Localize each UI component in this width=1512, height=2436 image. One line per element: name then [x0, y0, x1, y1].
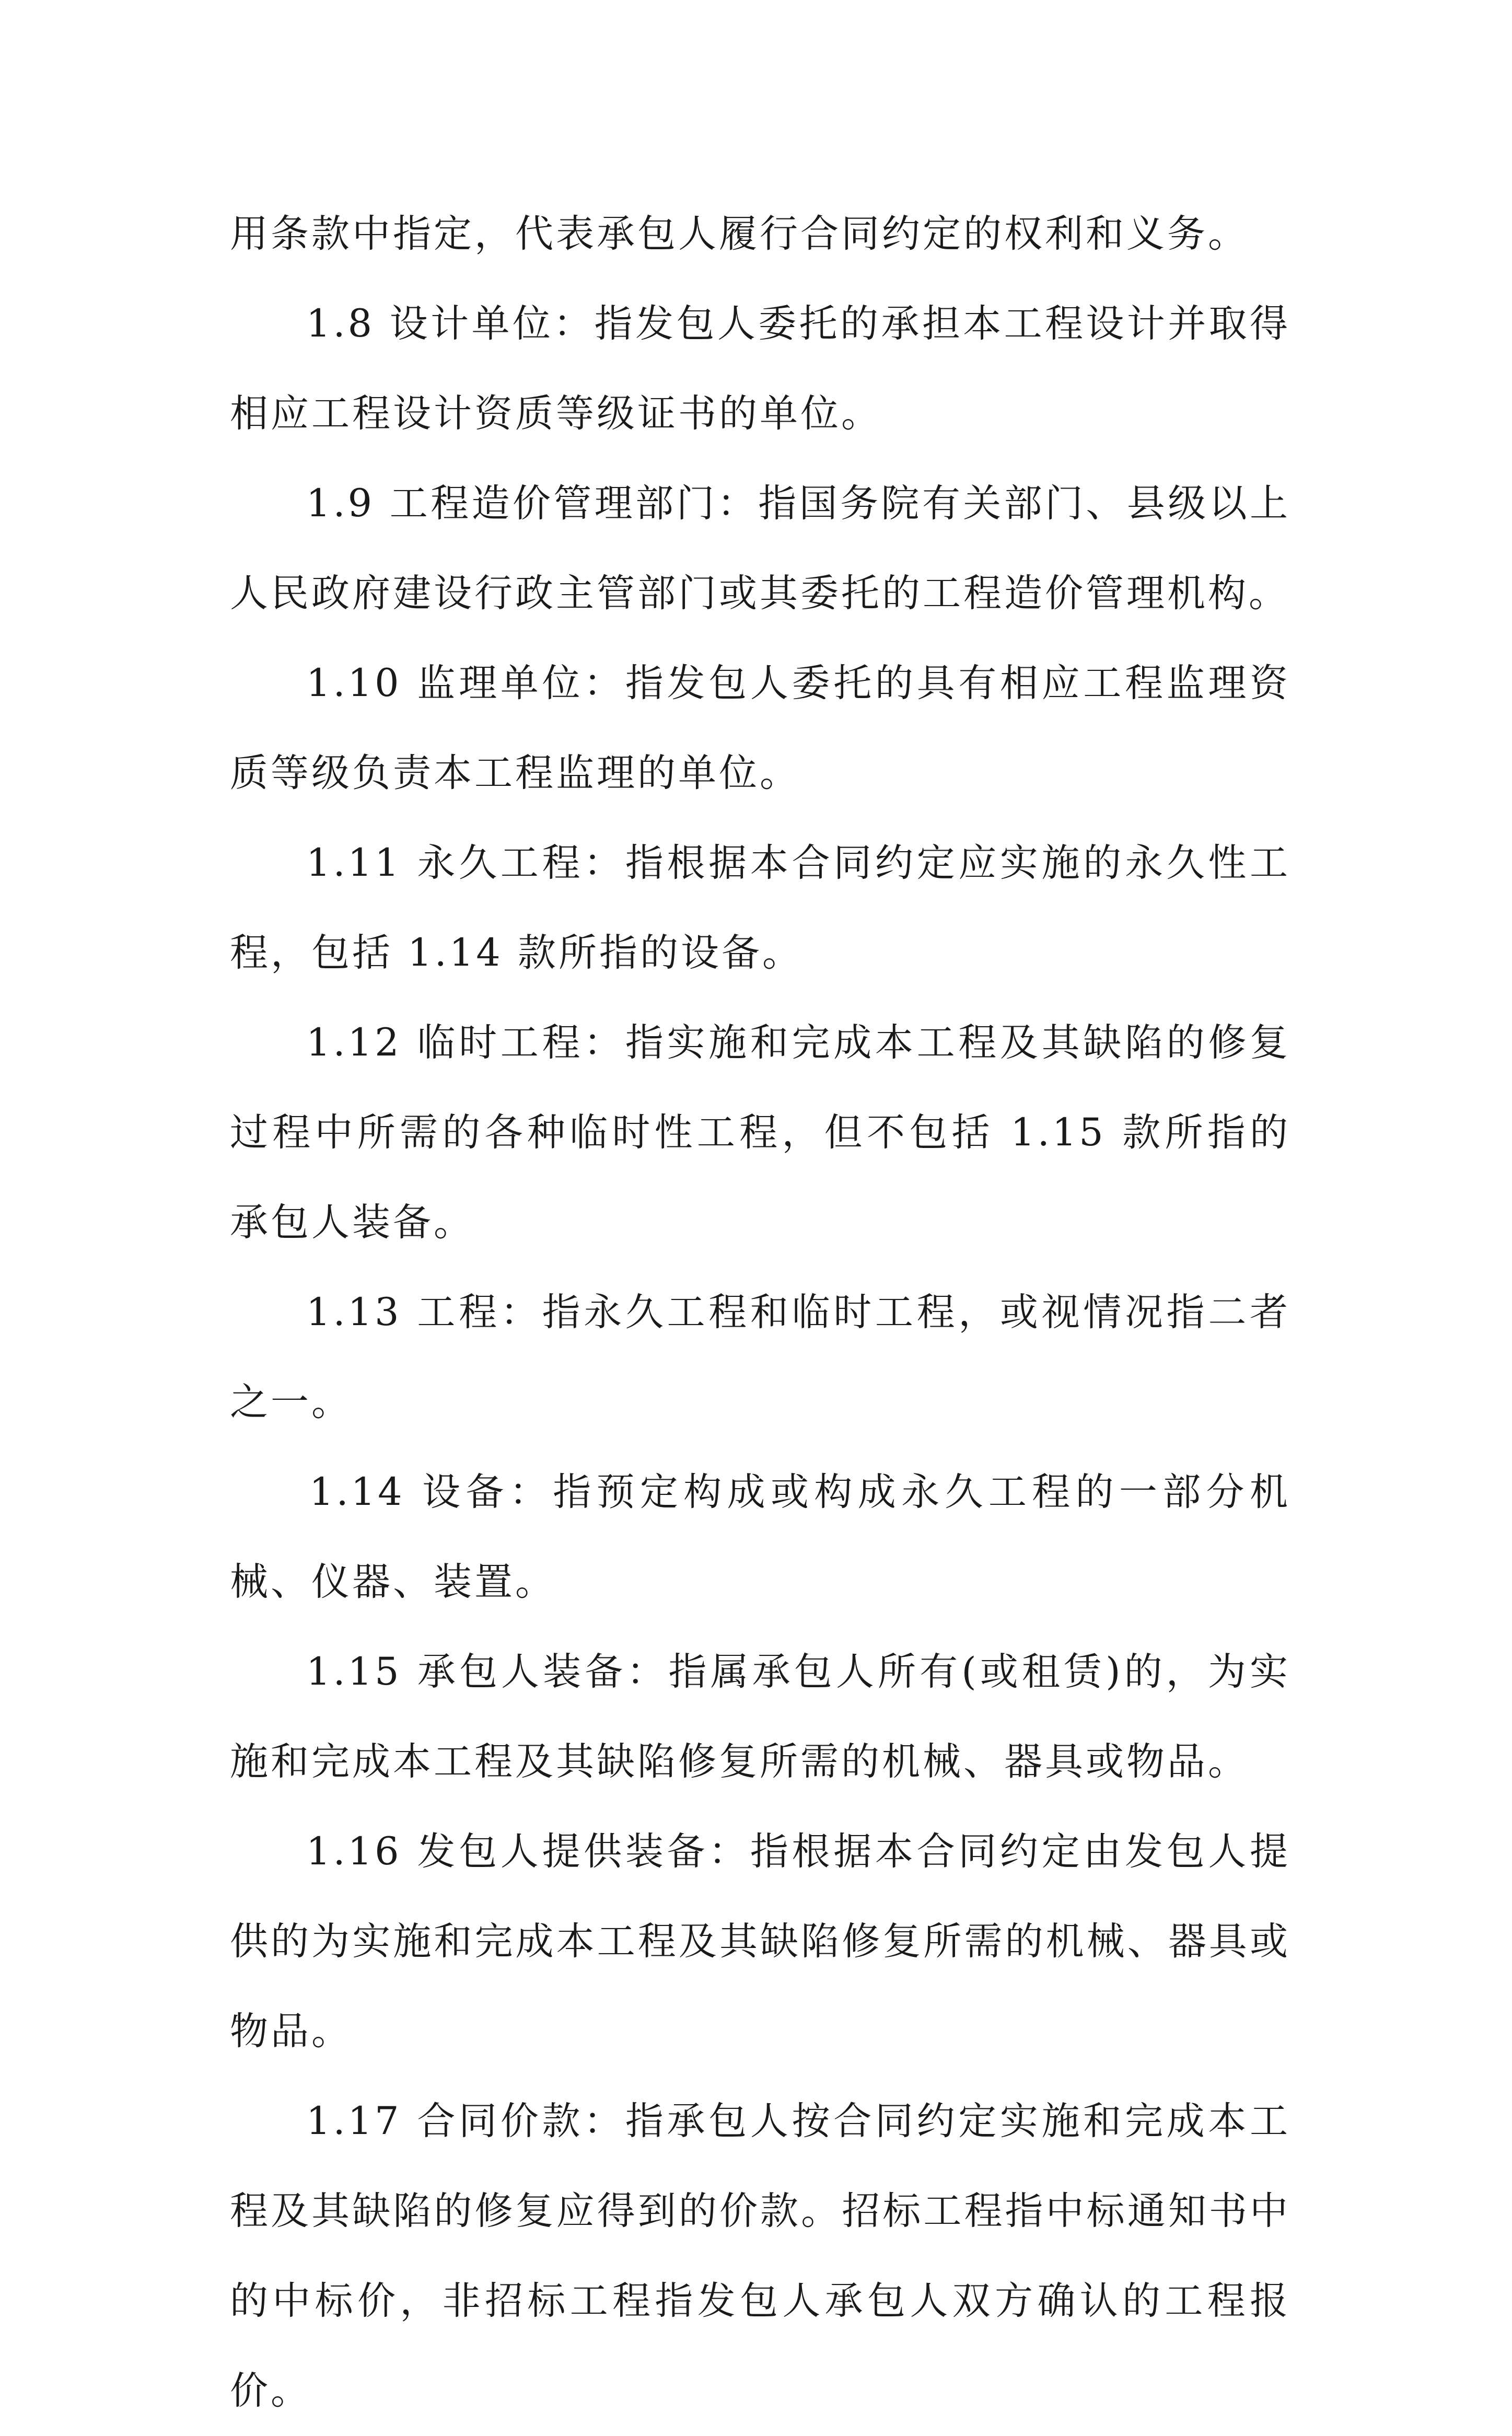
- document-body: [230, 189, 1290, 2436]
- clause-1-16: 1.16 发包人提供装备：指根据本合同约定由发包人提供的为实施和完成本工程及其缺陷修复所需的机械、器具或物品。: [230, 1829, 1290, 2054]
- paragraph-continuation: 用条款中指定，代表承包人履行合同约定的权利和义务。: [230, 212, 1249, 256]
- clause-1-10: 1.10 监理单位：指发包人委托的具有相应工程监理资质等级负责本工程监理的单位。: [230, 661, 1290, 795]
- clause-1-8: 1.8 设计单位：指发包人委托的承担本工程设计并取得相应工程设计资质等级证书的单位。: [230, 301, 1290, 436]
- clause-1-9: 1.9 工程造价管理部门：指国务院有关部门、县级以上人民政府建设行政主管部门或其委托的工程造价管理机构。: [230, 481, 1290, 616]
- clause-1-13: 1.13 工程：指永久工程和临时工程，或视情况指二者之一。: [230, 1290, 1290, 1424]
- clause-1-17: 1.17 合同价款：指承包人按合同约定实施和完成本工程及其缺陷的修复应得到的价款。招标工程指中标通知书中的中标价，非招标工程指发包人承包人双方确认的工程报价。: [230, 2099, 1290, 2413]
- clause-1-12: 1.12 临时工程：指实施和完成本工程及其缺陷的修复过程中所需的各种临时性工程，但不包括 1.15 款所指的承包人装备。: [230, 1020, 1290, 1245]
- clause-1-15: 1.15 承包人装备：指属承包人所有(或租赁)的，为实施和完成本工程及其缺陷修复所需的机械、器具或物品。: [230, 1650, 1290, 1784]
- clause-1-14: 1.14 设备：指预定构成或构成永久工程的一部分机械、仪器、装置。: [230, 1470, 1290, 1604]
- clause-1-11: 1.11 永久工程：指根据本合同约定应实施的永久性工程，包括 1.14 款所指的设备。: [230, 841, 1290, 975]
